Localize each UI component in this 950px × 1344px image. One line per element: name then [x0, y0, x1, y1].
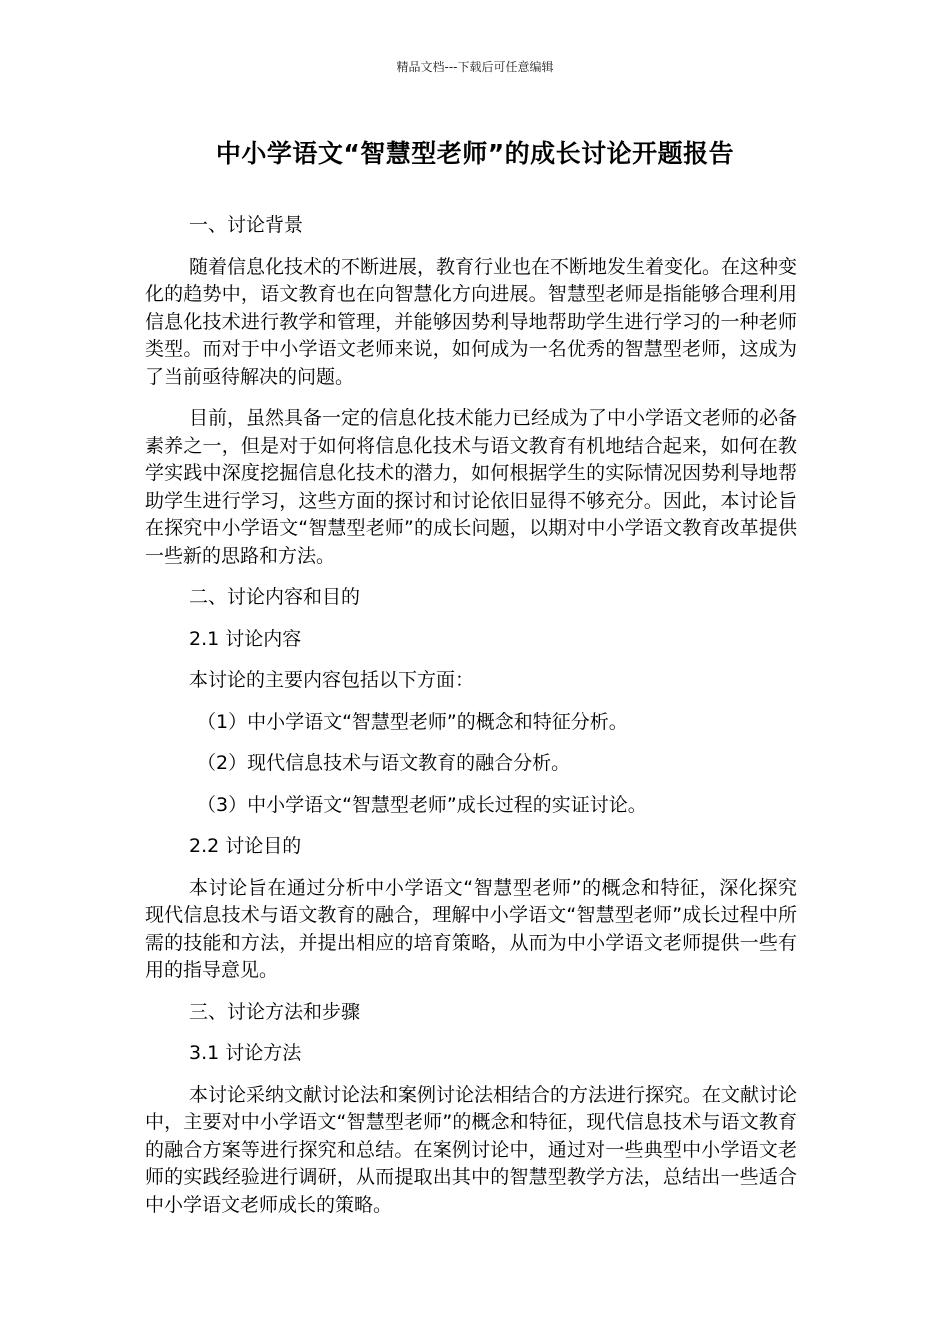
document-title: 中小学语文“智慧型老师”的成长讨论开题报告	[215, 139, 735, 168]
list-item: （2）现代信息技术与语文教育的融合分析。	[197, 752, 571, 774]
subsection-heading-content: 2.1 讨论内容	[189, 627, 302, 650]
paragraph-methods: 本讨论采纳文献讨论法和案例讨论法相结合的方法进行探究。在文献讨论中，主要对中小学语文“智慧型老师”的概念和特征，现代信息技术与语文教育的融合方案等进行探究和总结。在案例讨论中，通过对一些典型中小学语文老师的实践经验进行调研，从而提取出其中的智慧型教学方法，总结出一些适合中小学语文老师成长的策略。	[145, 1083, 798, 1216]
section-heading-content-purpose: 二、讨论内容和目的	[189, 586, 361, 608]
list-item: （3）中小学语文“智慧型老师”成长过程的实证讨论。	[197, 793, 647, 816]
paragraph-background-1: 随着信息化技术的不断进展，教育行业也在不断地发生着变化。在这种变化的趋势中，语文教育也在向智慧化方向进展。智慧型老师是指能够合理利用信息化技术进行教学和管理，并能够因势利导地帮助学生进行学习的一种老师类型。而对于中小学语文老师来说，如何成为一名优秀的智慧型老师，这成为了当前亟待解决的问题。	[145, 255, 798, 388]
subsection-heading-purpose: 2.2 讨论目的	[189, 835, 302, 857]
section-heading-methods-steps: 三、讨论方法和步骤	[189, 1000, 361, 1023]
page-header: 精品文档---下载后可任意编辑	[396, 60, 554, 74]
subsection-heading-methods: 3.1 讨论方法	[189, 1042, 302, 1064]
paragraph-content-intro: 本讨论的主要内容包括以下方面：	[189, 669, 475, 691]
list-item: （1）中小学语文“智慧型老师”的概念和特征分析。	[197, 710, 628, 733]
paragraph-background-2: 目前，虽然具备一定的信息化技术能力已经成为了中小学语文老师的必备素养之一，但是对于如何将信息化技术与语文教育有机地结合起来，如何在教学实践中深度挖掘信息化技术的潜力，如何根据学生的实际情况因势利导地帮助学生进行学习，这些方面的探讨和讨论依旧显得不够充分。因此，本讨论旨在探究中小学语文“智慧型老师”的成长问题，以期对中小学语文教育改革提供一些新的思路和方法。	[145, 407, 798, 567]
section-heading-background: 一、讨论背景	[189, 214, 304, 236]
paragraph-purpose: 本讨论旨在通过分析中小学语文“智慧型老师”的概念和特征，深化探究现代信息技术与语文教育的融合，理解中小学语文“智慧型老师”成长过程中所需的技能和方法，并提出相应的培育策略，从而为中小学语文老师提供一些有用的指导意见。	[145, 876, 797, 981]
document-body	[145, 212, 797, 1233]
